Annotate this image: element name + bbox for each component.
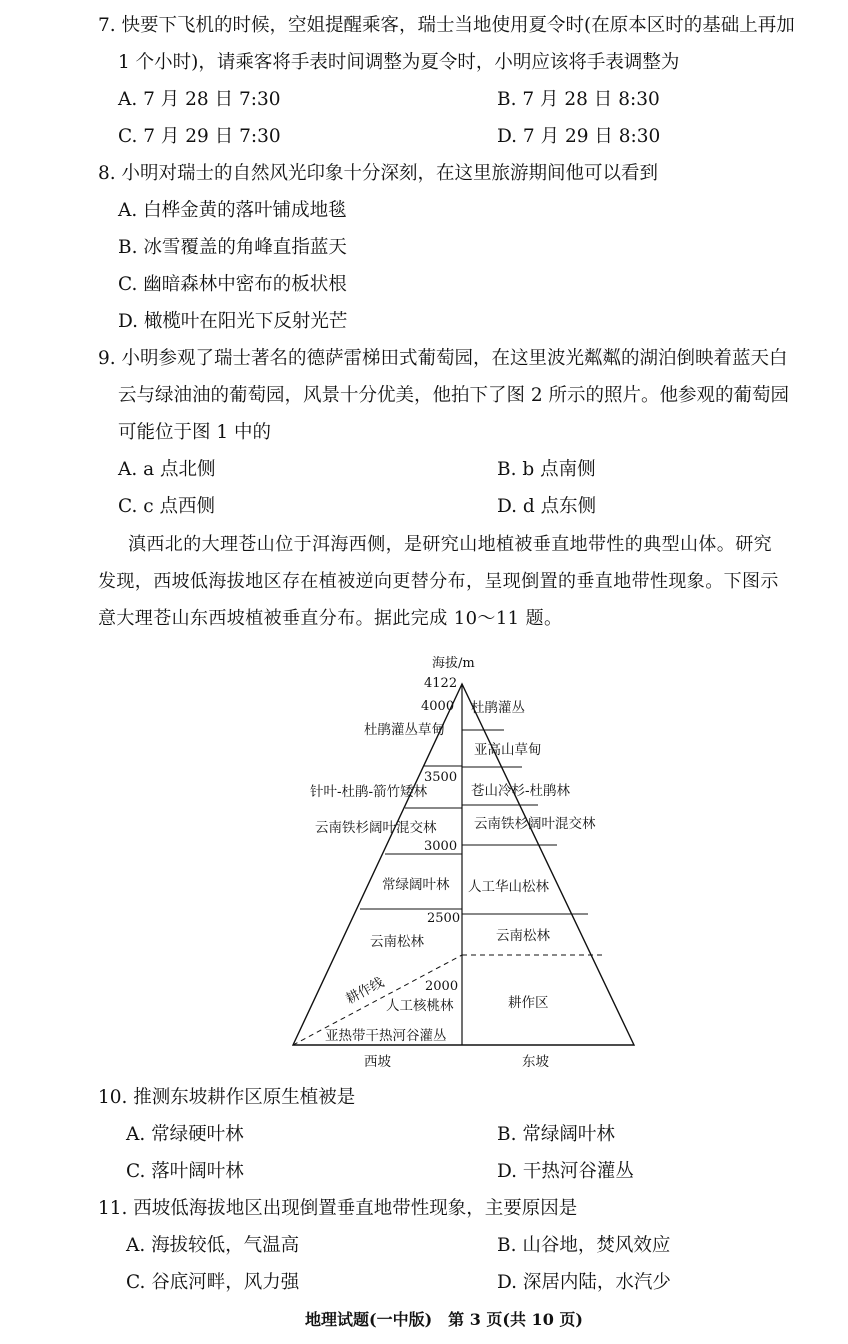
q7-option-a: A. 7 月 28 日 7:30 bbox=[118, 89, 281, 110]
east-zone-1: 杜鹃灌丛 bbox=[471, 700, 525, 716]
q11-option-a: A. 海拔较低，气温高 bbox=[126, 1235, 300, 1256]
page-footer: 地理试题(一中版) 第 3 页(共 10 页) bbox=[305, 1310, 583, 1329]
east-zone-7: 耕作区 bbox=[508, 995, 549, 1011]
east-zone-6: 云南松林 bbox=[496, 928, 550, 944]
q11-option-d: D. 深居内陆，水汽少 bbox=[497, 1272, 671, 1293]
east-zone-2: 亚高山草甸 bbox=[474, 742, 542, 758]
q9-option-c: C. c 点西侧 bbox=[118, 496, 215, 517]
cultivation-line-label: 耕作线 bbox=[343, 974, 387, 1008]
q8-stem: 8. 小明对瑞士的自然风光印象十分深刻，在这里旅游期间他可以看到 bbox=[98, 163, 659, 184]
west-zone-3: 云南铁杉阔叶混交林 bbox=[315, 820, 437, 836]
q7-stem-line1: 7. 快要下飞机的时候，空姐提醒乘客，瑞士当地使用夏令时(在原本区时的基础上再加 bbox=[98, 15, 795, 36]
q9-stem-line1: 9. 小明参观了瑞士著名的德萨雷梯田式葡萄园，在这里波光粼粼的湖泊倒映着蓝天白 bbox=[98, 348, 788, 369]
west-slope-label: 西坡 bbox=[364, 1054, 391, 1070]
east-zone-4: 云南铁杉阔叶混交林 bbox=[474, 816, 596, 832]
q11-option-c: C. 谷底河畔，风力强 bbox=[126, 1272, 300, 1293]
elevation-3500: 3500 bbox=[424, 770, 458, 785]
elevation-4000: 4000 bbox=[421, 699, 455, 714]
west-zone-7: 亚热带干热河谷灌丛 bbox=[325, 1028, 447, 1044]
elevation-3000: 3000 bbox=[424, 839, 458, 854]
elevation-2500: 2500 bbox=[427, 911, 461, 926]
q11-stem: 11. 西坡低海拔地区出现倒置垂直地带性现象，主要原因是 bbox=[98, 1198, 578, 1219]
axis-label: 海拔/m bbox=[432, 656, 475, 671]
q9-option-d: D. d 点东侧 bbox=[497, 496, 597, 517]
west-zone-1: 杜鹃灌丛草甸 bbox=[364, 722, 445, 738]
q10-option-d: D. 干热河谷灌丛 bbox=[497, 1161, 634, 1182]
q9-stem-line2: 云与绿油油的葡萄园，风景十分优美，他拍下了图 2 所示的照片。他参观的葡萄园 bbox=[118, 385, 790, 406]
elevation-2000: 2000 bbox=[425, 979, 459, 994]
q8-option-c: C. 幽暗森林中密布的板状根 bbox=[118, 274, 347, 295]
west-zone-2: 针叶-杜鹃-箭竹矮林 bbox=[310, 784, 428, 800]
q9-option-b: B. b 点南侧 bbox=[497, 459, 596, 480]
q10-option-c: C. 落叶阔叶林 bbox=[126, 1161, 244, 1182]
east-zone-3: 苍山冷杉-杜鹃林 bbox=[471, 783, 571, 799]
q8-option-d: D. 橄榄叶在阳光下反射光芒 bbox=[118, 311, 348, 332]
q8-option-a: A. 白桦金黄的落叶铺成地毯 bbox=[118, 200, 347, 221]
q10-stem: 10. 推测东坡耕作区原生植被是 bbox=[98, 1087, 356, 1108]
q9-option-a: A. a 点北侧 bbox=[118, 459, 216, 480]
q7-stem-line2: 1 个小时)，请乘客将手表时间调整为夏令时，小明应该将手表调整为 bbox=[118, 52, 680, 73]
passage-line1: 滇西北的大理苍山位于洱海西侧，是研究山地植被垂直地带性的典型山体。研究 bbox=[128, 534, 772, 555]
east-zone-5: 人工华山松林 bbox=[468, 879, 549, 895]
west-zone-4: 常绿阔叶林 bbox=[382, 877, 450, 893]
q8-option-b: B. 冰雪覆盖的角峰直指蓝天 bbox=[118, 237, 347, 258]
passage-line2: 发现，西坡低海拔地区存在植被逆向更替分布，呈现倒置的垂直地带性现象。下图示 bbox=[98, 571, 779, 592]
q7-option-b: B. 7 月 28 日 8:30 bbox=[497, 89, 660, 110]
q7-option-c: C. 7 月 29 日 7:30 bbox=[118, 126, 281, 147]
q10-option-a: A. 常绿硬叶林 bbox=[126, 1124, 244, 1145]
west-zone-5: 云南松林 bbox=[370, 934, 424, 950]
west-zone-6: 人工核桃林 bbox=[386, 998, 454, 1014]
mountain-outline bbox=[293, 684, 634, 1045]
east-slope-label: 东坡 bbox=[522, 1054, 549, 1070]
q7-option-d: D. 7 月 29 日 8:30 bbox=[497, 126, 661, 147]
q11-option-b: B. 山谷地，焚风效应 bbox=[497, 1235, 671, 1256]
q10-option-b: B. 常绿阔叶林 bbox=[497, 1124, 615, 1145]
q9-stem-line3: 可能位于图 1 中的 bbox=[118, 422, 272, 443]
elevation-peak: 4122 bbox=[424, 676, 458, 691]
passage-line3: 意大理苍山东西坡植被垂直分布。据此完成 10～11 题。 bbox=[98, 608, 563, 629]
